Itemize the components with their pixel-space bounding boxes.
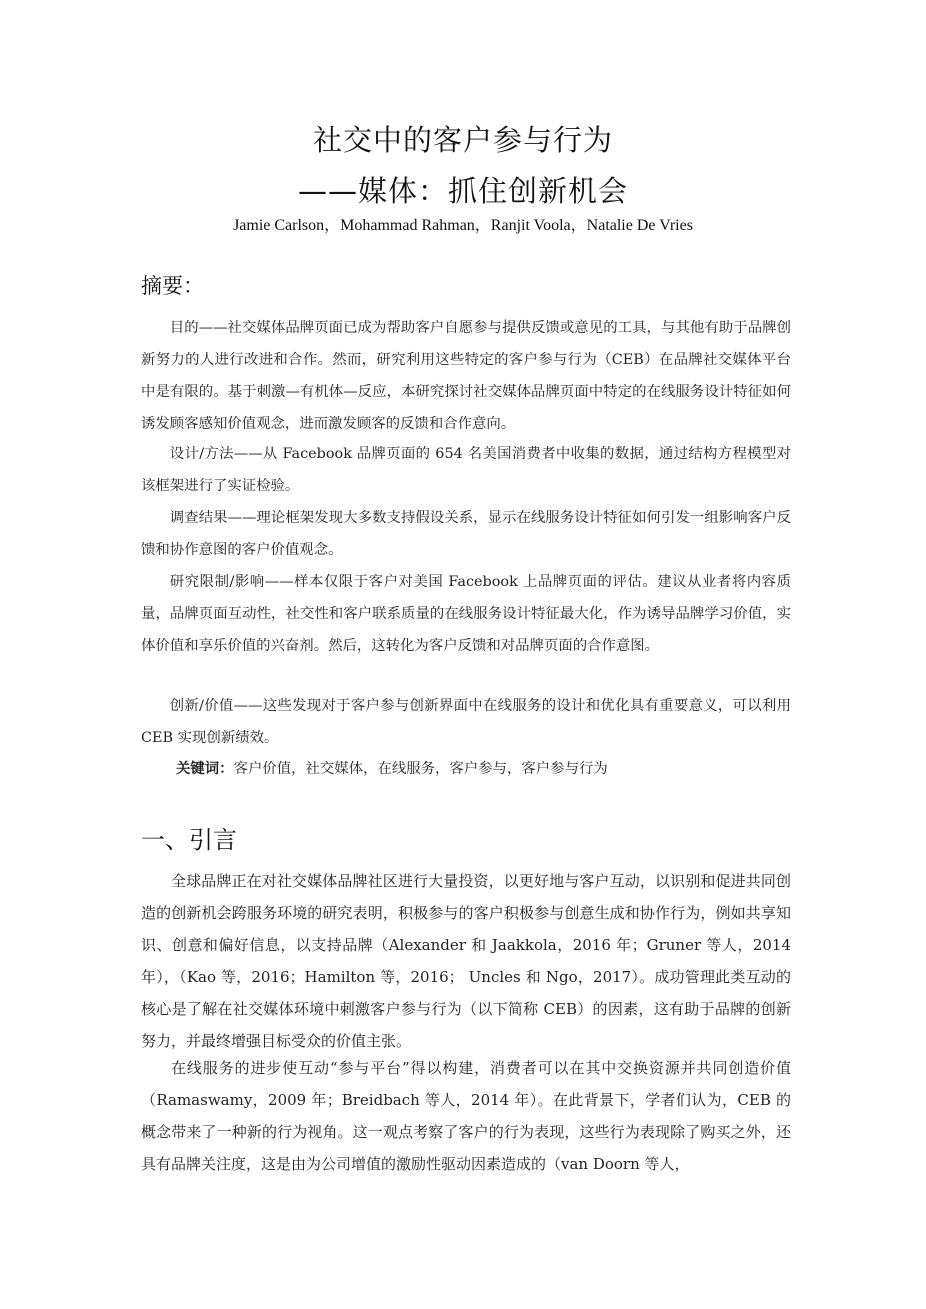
introduction-paragraph-1: 全球品牌正在对社交媒体品牌社区进行大量投资，以更好地与客户互动，以识别和促进共同创造的创新机会跨服务环境的研究表明，积极参与的客户积极参与创意生成和协作行为，例如共享知识、创意和偏好信息，以支持品牌（Alexander 和 Jaakkola，2016 年；Gruner 等人，2014 年），（Kao 等，2016；Hamilton 等，2016； Uncles 和 Ngo，2017）。成功管理此类互动的核心是了解在社交媒体环境中刺激客户参与行为（以下简称 CEB）的因素，这有助于品牌的创新努力，并最终增强目标受众的价值主张。 [141, 872, 791, 1050]
keywords-label: 关键词： [176, 761, 234, 777]
abstract-purpose-paragraph: 目的——社交媒体品牌页面已成为帮助客户自愿参与提供反馈或意见的工具，与其他有助于品牌创新努力的人进行改进和合作。然而，研究利用这些特定的客户参与行为（CEB）在品牌社交媒体平台中是有限的。基于刺激—有机体—反应，本研究探讨社交媒体品牌页面中特定的在线服务设计特征如何诱发顾客感知价值观念，进而激发顾客的反馈和合作意向。 [141, 320, 791, 432]
paper-title-line-1: 社交中的客户参与行为 [312, 123, 613, 157]
abstract-design-paragraph: 设计/方法——从 Facebook 品牌页面的 654 名美国消费者中收集的数据，通过结构方程模型对该框架进行了实证检验。 [141, 446, 791, 494]
introduction-paragraph-2: 在线服务的进步使互动“参与平台”得以构建，消费者可以在其中交换资源并共同创造价值（Ramaswamy，2009 年；Breidbach 等人，2014 年）。在此背景下，学者们认为，CEB 的概念带来了一种新的行为视角。这一观点考察了客户的行为表现，这些行为表现除了购买之外，还具有品牌关注度，这是由为公司增值的激励性驱动因素造成的（van Doorn 等人， [141, 1059, 791, 1173]
abstract-findings-paragraph: 调查结果——理论框架发现大多数支持假设关系，显示在线服务设计特征如何引发一组影响客户反馈和协作意图的客户价值观念。 [141, 510, 791, 558]
abstract-limitations-paragraph: 研究限制/影响——样本仅限于客户对美国 Facebook 上品牌页面的评估。建议从业者将内容质量，品牌页面互动性，社交性和客户联系质量的在线服务设计特征最大化，作为诱导品牌学习价值，实体价值和享乐价值的兴奋剂。然后，这转化为客户反馈和对品牌页面的合作意图。 [141, 574, 791, 654]
keywords-text: 客户价值，社交媒体，在线服务，客户参与，客户参与行为 [233, 761, 608, 777]
author-list: Jamie Carlson，Mohammad Rahman，Ranjit Voola，Natalie De Vries [233, 217, 693, 234]
keywords-line [176, 753, 608, 785]
abstract-originality-paragraph: 创新/价值——这些发现对于客户参与创新界面中在线服务的设计和优化具有重要意义，可以利用 CEB 实现创新绩效。 [141, 698, 791, 746]
introduction-heading: 一、引言 [141, 826, 237, 854]
abstract-heading: 摘要： [141, 274, 204, 298]
paper-title-line-2: ——媒体：抓住创新机会 [297, 174, 628, 208]
